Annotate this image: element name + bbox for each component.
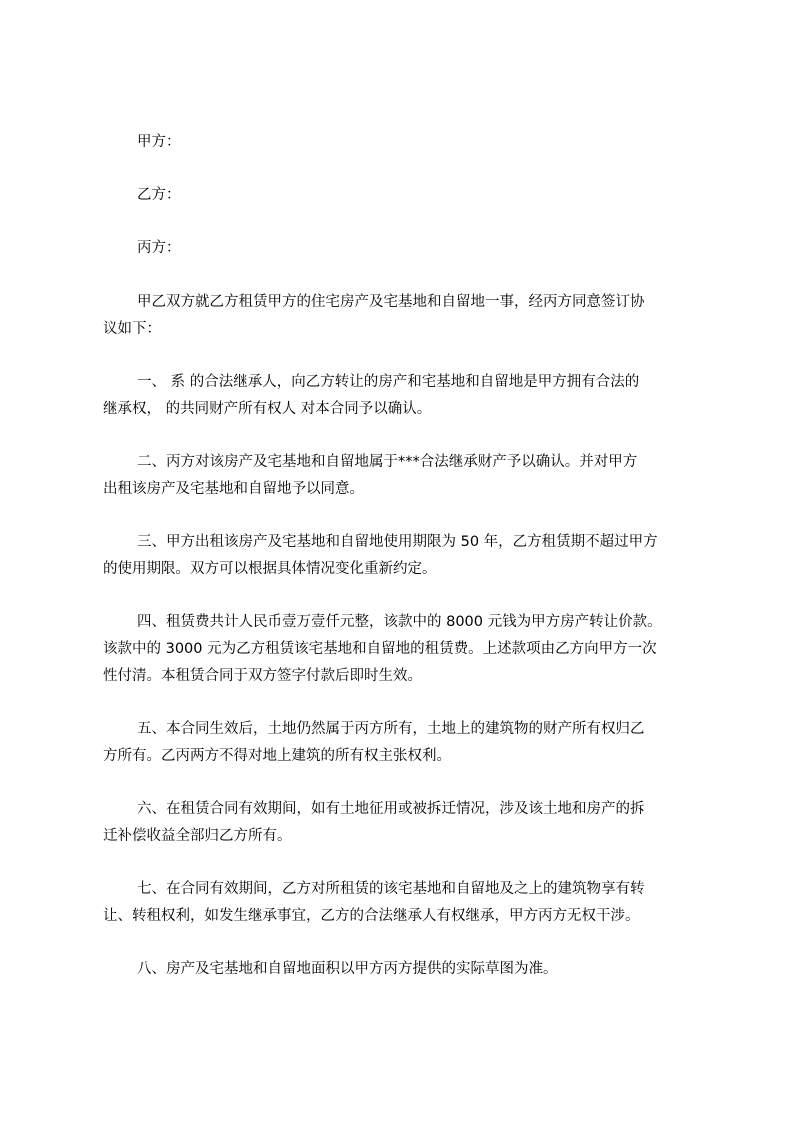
party-b-label: 乙方： <box>137 187 181 203</box>
clause-8-line: 八、房产及宅基地和自留地面积以甲方丙方提供的实际草图为准。 <box>137 961 558 977</box>
intro-line: 议如下： <box>103 321 161 337</box>
party-a-label: 甲方： <box>137 134 181 150</box>
clause-1-line: 一、 系 的合法继承人，向乙方转让的房产和宅基地和自留地是甲方拥有合法的 <box>137 374 640 390</box>
clause-7-line: 让、转租权利，如发生继承事宜，乙方的合法继承人有权继承，甲方丙方无权干涉。 <box>103 908 640 924</box>
clause-5-line: 五、本合同生效后，土地仍然属于丙方所有，土地上的建筑物的财产所有权归乙 <box>137 721 645 737</box>
clause-4-line: 性付清。本租赁合同于双方签字付款后即时生效。 <box>103 668 422 684</box>
clause-7-line: 七、在合同有效期间，乙方对所租赁的该宅基地和自留地及之上的建筑物享有转 <box>137 881 645 897</box>
clause-6-line: 迁补偿收益全部归乙方所有。 <box>103 828 292 844</box>
clause-2-line: 出租该房产及宅基地和自留地予以同意。 <box>103 481 364 497</box>
clause-6-line: 六、在租赁合同有效期间，如有土地征用或被拆迁情况，涉及该土地和房产的拆 <box>137 801 645 817</box>
clause-4-line: 四、租赁费共计人民币壹万壹仟元整，该款中的 8000 元钱为甲方房产转让价款。 <box>137 614 662 630</box>
intro-line: 甲乙双方就乙方租赁甲方的住宅房产及宅基地和自留地一事，经丙方同意签订协 <box>137 294 645 310</box>
party-c-label: 丙方： <box>137 240 181 256</box>
clause-4-line: 该款中的 3000 元为乙方租赁该宅基地和自留地的租赁费。上述款项由乙方向甲方一次 <box>103 641 657 657</box>
clause-1-line: 继承权， 的共同财产所有权人 对本合同予以确认。 <box>103 401 432 417</box>
clause-5-line: 方所有。乙丙两方不得对地上建筑的所有权主张权利。 <box>103 748 451 764</box>
clause-3-line: 三、甲方出租该房产及宅基地和自留地使用期限为 50 年，乙方租赁期不超过甲方 <box>137 534 658 550</box>
clause-2-line: 二、丙方对该房产及宅基地和自留地属于***合法继承财产予以确认。并对甲方 <box>137 454 638 470</box>
clause-3-line: 的使用期限。双方可以根据具体情况变化重新约定。 <box>103 561 437 577</box>
